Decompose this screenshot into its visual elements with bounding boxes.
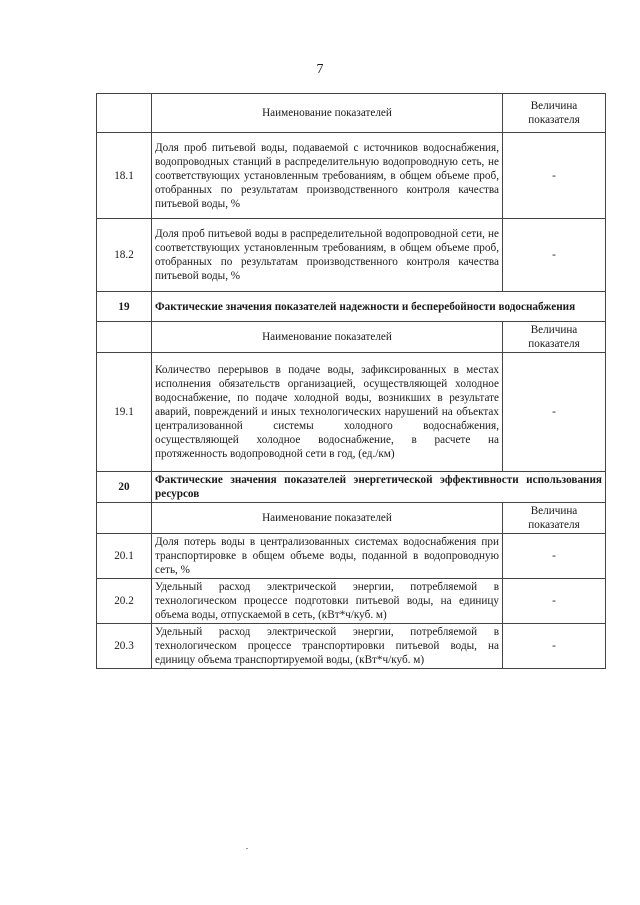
row-value: - — [503, 353, 606, 472]
scan-speck — [246, 848, 248, 849]
table-header-row — [97, 322, 606, 353]
section-number: 20 — [97, 472, 152, 503]
table-row — [97, 219, 606, 292]
header-name-cell: Наименование показателей — [152, 322, 503, 353]
table-header-row — [97, 503, 606, 534]
header-number-cell — [97, 94, 152, 133]
table-row — [97, 624, 606, 669]
table-row — [97, 133, 606, 219]
section-row-20 — [97, 472, 606, 503]
page-number: 7 — [316, 62, 324, 77]
row-description: Удельный расход электрической энергии, потребляемой в технологическом процессе транспортировки питьевой воды, на единицу объема транспортируемой воды, (кВт*ч/куб. м) — [152, 624, 503, 669]
table-row — [97, 534, 606, 579]
row-number: 19.1 — [97, 353, 152, 472]
row-value: - — [503, 624, 606, 669]
row-value: - — [503, 579, 606, 624]
row-number: 20.2 — [97, 579, 152, 624]
row-description: Доля проб питьевой воды, подаваемой с источников водоснабжения, водопроводных станций в распределительную водопроводную сеть, не соответствующих установленным требованиям, в общем объеме проб, отобранных по результатам производственного контроля качества питьевой воды, % — [152, 133, 503, 219]
indicators-table — [96, 93, 606, 669]
section-row-19 — [97, 292, 606, 322]
header-number-cell — [97, 322, 152, 353]
table-header-row — [97, 94, 606, 133]
row-description: Удельный расход электрической энергии, потребляемой в технологическом процессе подготовки питьевой воды, на единицу объема воды, отпускаемой в сеть, (кВт*ч/куб. м) — [152, 579, 503, 624]
header-name-cell: Наименование показателей — [152, 94, 503, 133]
header-number-cell — [97, 503, 152, 534]
header-name-cell: Наименование показателей — [152, 503, 503, 534]
row-description: Доля проб питьевой воды в распределительной водопроводной сети, не соответствующих установленным требованиям, в общем объеме проб, отобранных по результатам производственного контроля качества питьевой воды, % — [152, 219, 503, 292]
row-number: 20.3 — [97, 624, 152, 669]
table-row — [97, 579, 606, 624]
header-value-cell: Величина показателя — [503, 94, 606, 133]
row-number: 20.1 — [97, 534, 152, 579]
section-title: Фактические значения показателей надежности и бесперебойности водоснабжения — [152, 292, 606, 322]
section-title: Фактические значения показателей энергетической эффективности использования ресурсов — [152, 472, 606, 503]
row-description: Доля потерь воды в централизованных системах водоснабжения при транспортировке в общем объеме воды, поданной в водопроводную сеть, % — [152, 534, 503, 579]
row-description: Количество перерывов в подаче воды, зафиксированных в местах исполнения обязательств организацией, осуществляющей холодное водоснабжение, по подаче холодной воды, возникших в результате аварий, повреждений и иных технологических нарушений на объектах централизованной системы холодного водоснабжения, осуществляющей холодное водоснабжение, в расчете на протяженность водопроводной сети в год, (ед./км) — [152, 353, 503, 472]
row-number: 18.1 — [97, 133, 152, 219]
row-number: 18.2 — [97, 219, 152, 292]
row-value: - — [503, 219, 606, 292]
section-number: 19 — [97, 292, 152, 322]
row-value: - — [503, 534, 606, 579]
table-row — [97, 353, 606, 472]
header-value-cell: Величина показателя — [503, 322, 606, 353]
header-value-cell: Величина показателя — [503, 503, 606, 534]
row-value: - — [503, 133, 606, 219]
